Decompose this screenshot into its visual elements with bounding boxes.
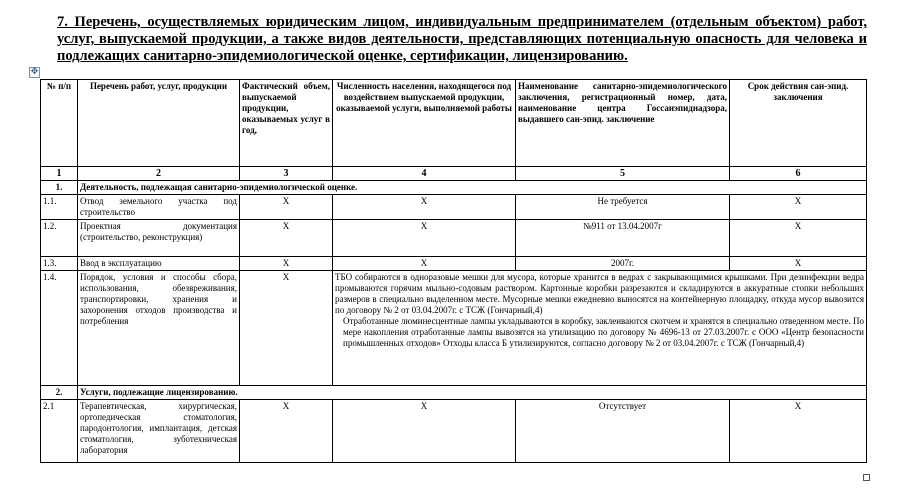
row-num: 1.2. [41, 220, 78, 257]
table-row [41, 195, 867, 220]
row-population: Х [333, 220, 516, 257]
row-name: Проектная документация (строительство, реконструкция) [78, 220, 240, 257]
section-row-2 [41, 386, 867, 400]
row-conclusion: №911 от 13.04.2007г [516, 220, 730, 257]
table-row [41, 220, 867, 257]
waste-paragraph-1: ТБО собираются в одноразовые мешки для мусора, которые хранится в ведрах с закрывающимися крышками. При дезинфекции ведра промываются горячим мыльно-содовым раствором. Картонные коробки разрезаются и складируются в аккуратные стопки небольших размеров в специально выделенном месте. Мусорные мешки ежедневно выносятся на контейнерную площадку, откуда мусор вывозится по договору № 2 от 03.04.2007г. с ТСЖ (Гончарный,4) [335, 272, 864, 315]
column-number: 6 [730, 167, 867, 181]
column-number: 3 [240, 167, 333, 181]
section-row-1 [41, 181, 867, 195]
section-num: 1. [41, 181, 78, 195]
column-number: 5 [516, 167, 730, 181]
row-name: Ввод в эксплуатацию [78, 257, 240, 271]
row-population: Х [333, 257, 516, 271]
row-population: Х [333, 400, 516, 463]
table-header-row [41, 80, 867, 167]
row-volume: Х [240, 220, 333, 257]
row-num: 1.1. [41, 195, 78, 220]
column-number: 1 [41, 167, 78, 181]
section-title: Деятельность, подлежащая санитарно-эпидемиологической оценке. [78, 181, 867, 195]
row-volume: Х [240, 195, 333, 220]
row-conclusion: Отсутствует [516, 400, 730, 463]
row-volume: Х [240, 271, 333, 386]
row-volume: Х [240, 400, 333, 463]
header-validity: Срок действия сан-эпид. заключения [730, 80, 867, 167]
section-title: Услуги, подлежащие лицензированию. [78, 386, 867, 400]
table-row [41, 271, 867, 386]
row-validity: Х [730, 195, 867, 220]
header-num: № п/п [41, 80, 78, 167]
waste-paragraph-2: Отработанные люминесцентные лампы укладываются в коробку, заклеиваются скотчем и хранятся в специально отведенном месте. По мере накопления отработанные лампы вывозятся на утилизацию по договору № 4696-13 от 27.03.2007г. с ООО «Центр безопасности промышленных отходов» Отходы класса Б утилизируются, согласно договору № 2 от 03.04.2007г. с ТСЖ (Гончарный,4) [343, 316, 864, 348]
table-row [41, 400, 867, 463]
header-conclusion: Наименование санитарно-эпидемиологического заключения, регистрационный номер, дата, наименование центра Госсанэпиднадзора, выдавшего сан-эпид. заключение [516, 80, 730, 167]
waste-handling-description [333, 271, 867, 386]
table-move-handle-icon[interactable]: ✥ [30, 67, 39, 77]
row-volume: Х [240, 257, 333, 271]
column-numbers-row [41, 167, 867, 181]
column-number: 4 [333, 167, 516, 181]
row-population: Х [333, 195, 516, 220]
row-name: Терапевтическая, хирургическая, ортопедическая стоматология, пародонтология, имплантация, детская стоматология, зуботехническая лаборатория [78, 400, 240, 463]
row-validity: Х [730, 220, 867, 257]
section-num: 2. [41, 386, 78, 400]
header-list: Перечень работ, услуг, продукции [78, 80, 240, 167]
row-num: 2.1 [41, 400, 78, 463]
row-conclusion: 2007г. [516, 257, 730, 271]
row-num: 1.3. [41, 257, 78, 271]
column-number: 2 [78, 167, 240, 181]
table-row [41, 257, 867, 271]
row-conclusion: Не требуется [516, 195, 730, 220]
row-name: Порядок, условия и способы сбора, использования, обезвреживания, транспортировки, хранения и захоронения отходов производства и потребления [78, 271, 240, 386]
row-validity: Х [730, 257, 867, 271]
header-population: Численность населения, находящегося под воздействием выпускаемой продукции, оказываемой услуги, выполняемой работы [333, 80, 516, 167]
section-heading: 7. Перечень, осуществляемых юридическим лицом, индивидуальным предпринимателем (отдельным объектом) работ, услуг, выпускаемой продукции, а также видов деятельности, представляющих потенциальную опасность для человека и подлежащих санитарно-эпидемиологической оценке, сертификации, лицензированию. [57, 14, 867, 64]
table-resize-handle[interactable] [863, 474, 870, 481]
row-name: Отвод земельного участка под строительство [78, 195, 240, 220]
row-validity: Х [730, 400, 867, 463]
header-volume: Фактический объем, выпускаемой продукции, оказываемых услуг в год, [240, 80, 333, 167]
row-num: 1.4. [41, 271, 78, 386]
activity-table [40, 79, 867, 463]
